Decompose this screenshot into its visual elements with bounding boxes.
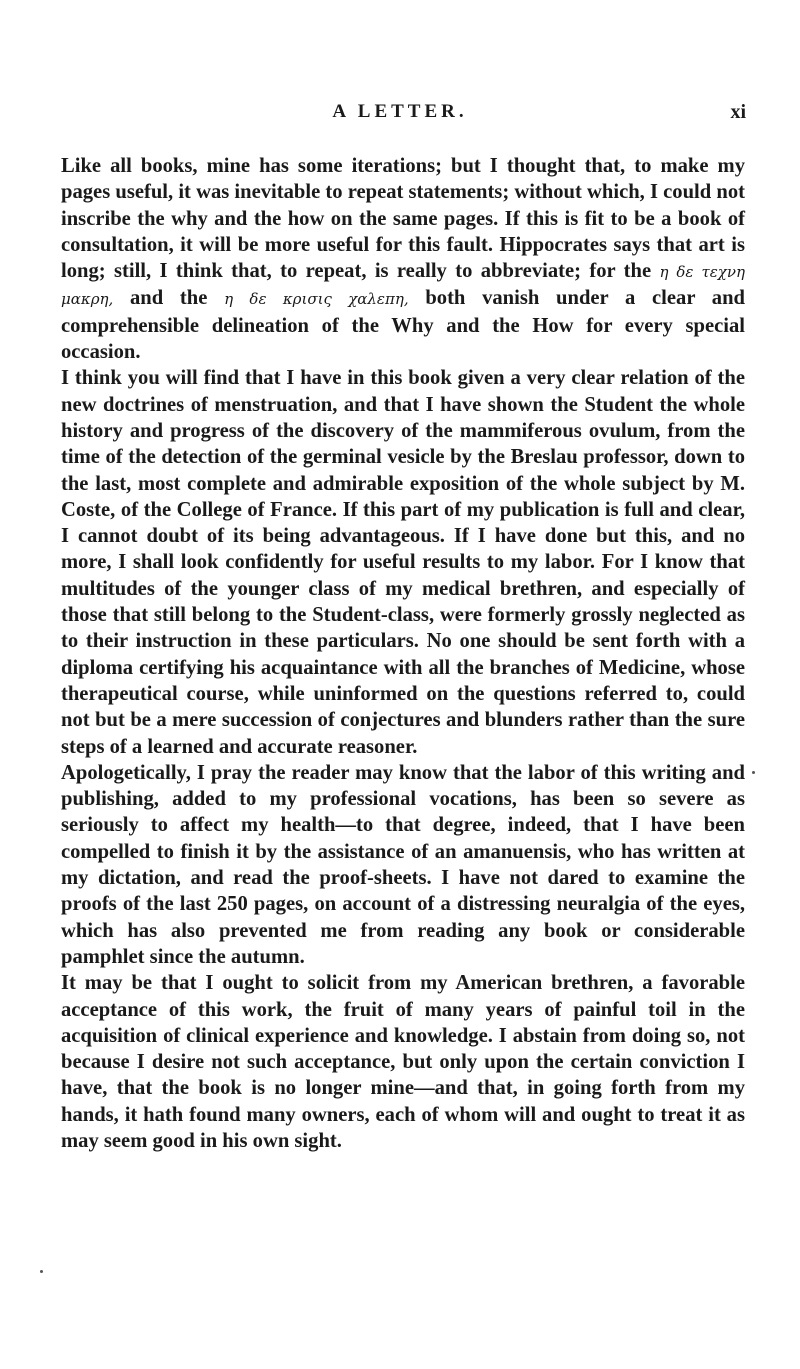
margin-mark	[40, 1270, 43, 1273]
page-number: xi	[730, 101, 746, 123]
paragraph-apology: Apologetically, I pray the reader may know that the labor of this writing and publishing, added to my professional vocations, has been so severe as seriously to affect my health—to that degree, indeed, that I have been compelled to finish it by the assistance of an amanuensis, who has written at my dictation, and read the proof-sheets. I have not dared to examine the proofs of the last 250 pages, on account of a distressing neuralgia of the eyes, which has also prevented me from reading any book or considerable pamphlet since the autumn.	[61, 761, 745, 968]
running-title: A LETTER.	[332, 101, 468, 122]
paragraph-menstruation: I think you will find that I have in this book given a very clear relation of the new doctrines of menstruation, and that I have shown the Student the whole history and progress of the discovery of the mammiferous ovulum, from the time of the detection of the germinal vesicle by the Breslau professor, down to the last, most complete and admirable exposition of the whole subject by M. Coste, of the College of France. If this part of my publication is full and clear, I cannot doubt of its being advantageous. If I have done but this, and no more, I shall look confidently for useful results to my labor. For I know that multitudes of the younger class of my medical brethren, and especially of those that still belong to the Student-class, were formerly grossly neglected as to their instruction in these particulars. No one should be sent forth with a diploma certifying his acquaintance with all the branches of Medicine, whose therapeutical course, while uninformed on the questions referred to, could not but be a mere succession of conjectures and blunders rather than the sure steps of a learned and accurate reasoner.	[61, 367, 745, 758]
body-text	[61, 153, 745, 1154]
paragraph-text: Like all books, mine has some iterations; but I thought that, to make my pages useful, it was inevitable to repeat statements; without which, I could not inscribe the why and the how on the same pages. If this is fit to be a book of consultation, it will be more useful for this fault. Hippocrates says that art is long; still, I think that, to repeat, is really to abbreviate; for the	[61, 155, 745, 283]
paragraph-text: and the	[113, 287, 225, 310]
paragraph-acceptance: It may be that I ought to solicit from my American brethren, a favorable acceptance of this work, the fruit of many years of painful toil in the acquisition of clinical experience and knowledge. I abstain from doing so, not because I desire not such acceptance, but only upon the certain conviction I have, that the book is no longer mine—and that, in going forth from my hands, it hath found many owners, each of whom will and ought to treat it as may seem good in his own sight.	[61, 972, 745, 1152]
margin-mark	[752, 771, 755, 774]
greek-quote: η δε κρισις χαλεπη,	[224, 290, 409, 309]
greek-quote: η δε τεχνη μακρη,	[61, 263, 745, 309]
running-head	[0, 101, 800, 127]
paragraph-iterations	[61, 153, 745, 365]
paragraph-text: both vanish under a clear and comprehensible delineation of the Why and the How for every special occasion.	[61, 287, 746, 364]
